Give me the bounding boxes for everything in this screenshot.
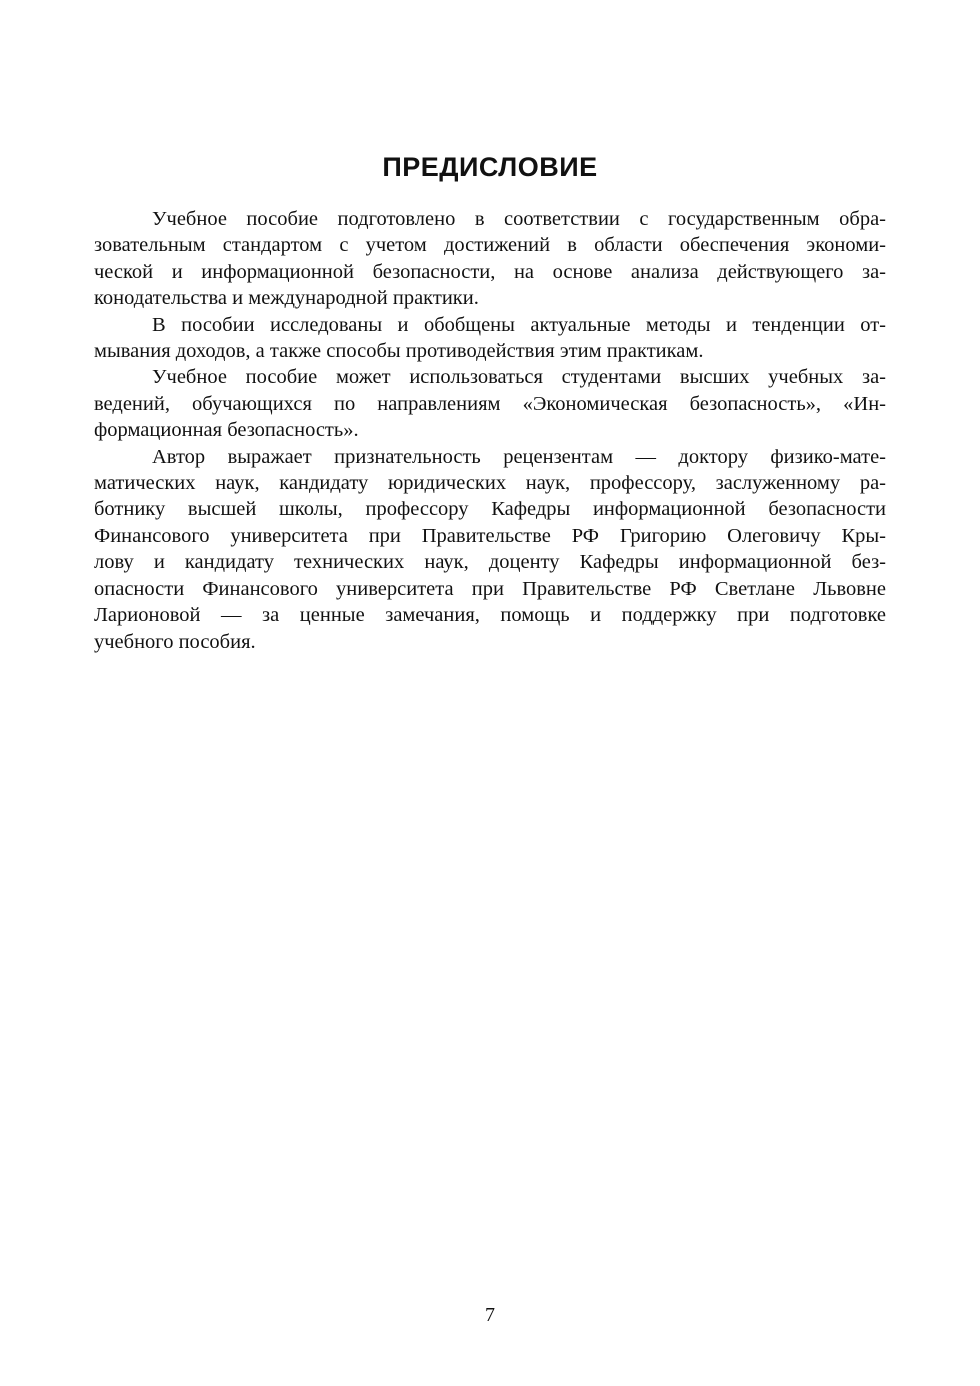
- text-line: матических наук, кандидату юридических наук, профессору, заслуженному ра-: [94, 472, 886, 495]
- text-line: лову и кандидату технических наук, доценту Кафедры информационной без-: [94, 551, 886, 574]
- text-line: Финансового университета при Правительстве РФ Григорию Олеговичу Кры-: [94, 524, 886, 547]
- text-line: опасности Финансового университета при Правительстве РФ Светлане Львовне: [94, 577, 886, 600]
- page-title: ПРЕДИСЛОВИЕ: [382, 152, 598, 182]
- text-line: мывания доходов, а также способы противодействия этим практикам.: [94, 340, 704, 363]
- paragraph-acknowledgements: [94, 444, 886, 655]
- page-number: 7: [485, 1304, 495, 1326]
- text-line: Учебное пособие подготовлено в соответствии с государственным обра-: [152, 208, 886, 230]
- text-line: ческой и информационной безопасности, на основе анализа действующего за-: [94, 260, 886, 283]
- paragraph-purpose: [94, 206, 886, 312]
- body-text: [94, 206, 886, 655]
- text-line: ботнику высшей школы, профессору Кафедры информационной безопасности: [94, 498, 886, 521]
- text-line: зовательным стандартом с учетом достижений в области обеспечения экономи-: [94, 234, 886, 257]
- text-line: Учебное пособие может использоваться студентами высших учебных за-: [152, 366, 886, 389]
- text-line: ведений, обучающихся по направлениям «Экономическая безопасность», «Ин-: [94, 392, 886, 415]
- text-line: Автор выражает признательность рецензентам — доктору физико-мате-: [152, 445, 886, 468]
- paragraph-audience: [94, 364, 886, 443]
- text-line: формационная безопасность».: [94, 419, 359, 442]
- text-line: конодательства и международной практики.: [94, 287, 479, 310]
- text-line: Ларионовой — за ценные замечания, помощь и поддержку при подготовке: [94, 604, 886, 627]
- paragraph-content: [94, 312, 886, 365]
- text-line: В пособии исследованы и обобщены актуальные методы и тенденции от-: [152, 313, 886, 336]
- text-line: учебного пособия.: [94, 630, 256, 653]
